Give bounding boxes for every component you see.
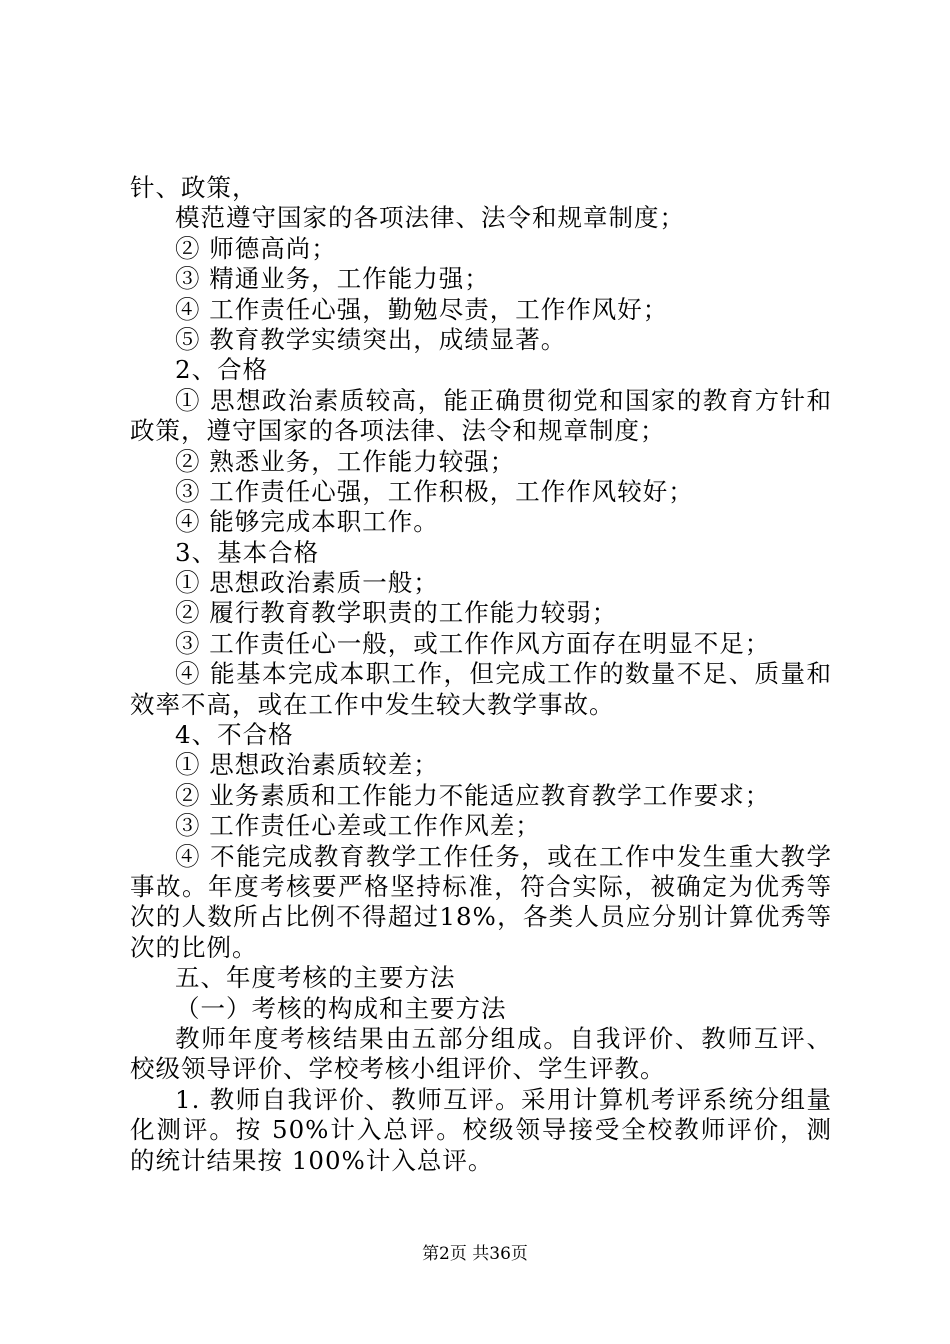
text-line: 校级领导评价、学校考核小组评价、学生评教。 [130, 1054, 666, 1084]
text-line: 效率不高，或在工作中发生较大教学事故。 [130, 689, 615, 719]
text-line: ② 师德高尚； [175, 233, 337, 263]
text-line: ① 思想政治素质较高，能正确贯彻党和国家的教育方针和 [175, 385, 832, 415]
text-line: ③ 工作责任心强，工作积极，工作作风较好； [175, 476, 694, 506]
text-line: 1. 教师自我评价、教师互评。采用计算机考评系统分组量 [175, 1084, 832, 1114]
text-line: 政策，遵守国家的各项法律、法令和规章制度； [130, 416, 666, 446]
text-line: 针、政策， [130, 173, 258, 202]
section-heading: 2、合格 [175, 355, 269, 385]
page-number-footer: 第2页 共36页 [422, 1244, 528, 1264]
subsection-heading: （一）考核的构成和主要方法 [175, 993, 507, 1023]
section-heading: 3、基本合格 [175, 537, 320, 567]
text-line: 的统计结果按 100%计入总评。 [130, 1145, 494, 1175]
text-line: 事故。年度考核要严格坚持标准，符合实际，被确定为优秀等 [130, 871, 832, 901]
text-line: ① 思想政治素质一般； [175, 568, 439, 598]
text-line: ④ 能够完成本职工作。 [175, 507, 439, 537]
text-line: ② 熟悉业务，工作能力较强； [175, 446, 516, 476]
text-line: 模范遵守国家的各项法律、法令和规章制度； [175, 203, 685, 233]
text-line: ③ 精通业务，工作能力强； [175, 264, 490, 294]
text-line: ③ 工作责任心一般，或工作作风方面存在明显不足； [175, 628, 771, 658]
text-line: ④ 不能完成教育教学工作任务，或在工作中发生重大教学 [175, 841, 832, 871]
text-line: 次的人数所占比例不得超过18%，各类人员应分别计算优秀等 [130, 902, 832, 932]
text-line: ① 思想政治素质较差； [175, 750, 439, 780]
text-line: ② 业务素质和工作能力不能适应教育教学工作要求； [175, 780, 771, 810]
section-heading: 五、年度考核的主要方法 [175, 963, 456, 993]
text-line: ③ 工作责任心差或工作作风差； [175, 811, 541, 841]
text-line: 教师年度考核结果由五部分组成。自我评价、教师互评、 [175, 1023, 832, 1053]
text-line: ⑤ 教育教学实绩突出，成绩显著。 [175, 324, 567, 354]
text-line: 化测评。按 50%计入总评。校级领导接受全校教师评价，测 [130, 1115, 832, 1145]
text-line: ④ 工作责任心强，勤勉尽责，工作作风好； [175, 294, 669, 324]
section-heading: 4、不合格 [175, 720, 294, 750]
document-body [130, 173, 832, 1176]
text-line: ④ 能基本完成本职工作，但完成工作的数量不足、质量和 [175, 659, 832, 689]
text-line: 次的比例。 [130, 932, 258, 962]
text-line: ② 履行教育教学职责的工作能力较弱； [175, 598, 618, 628]
